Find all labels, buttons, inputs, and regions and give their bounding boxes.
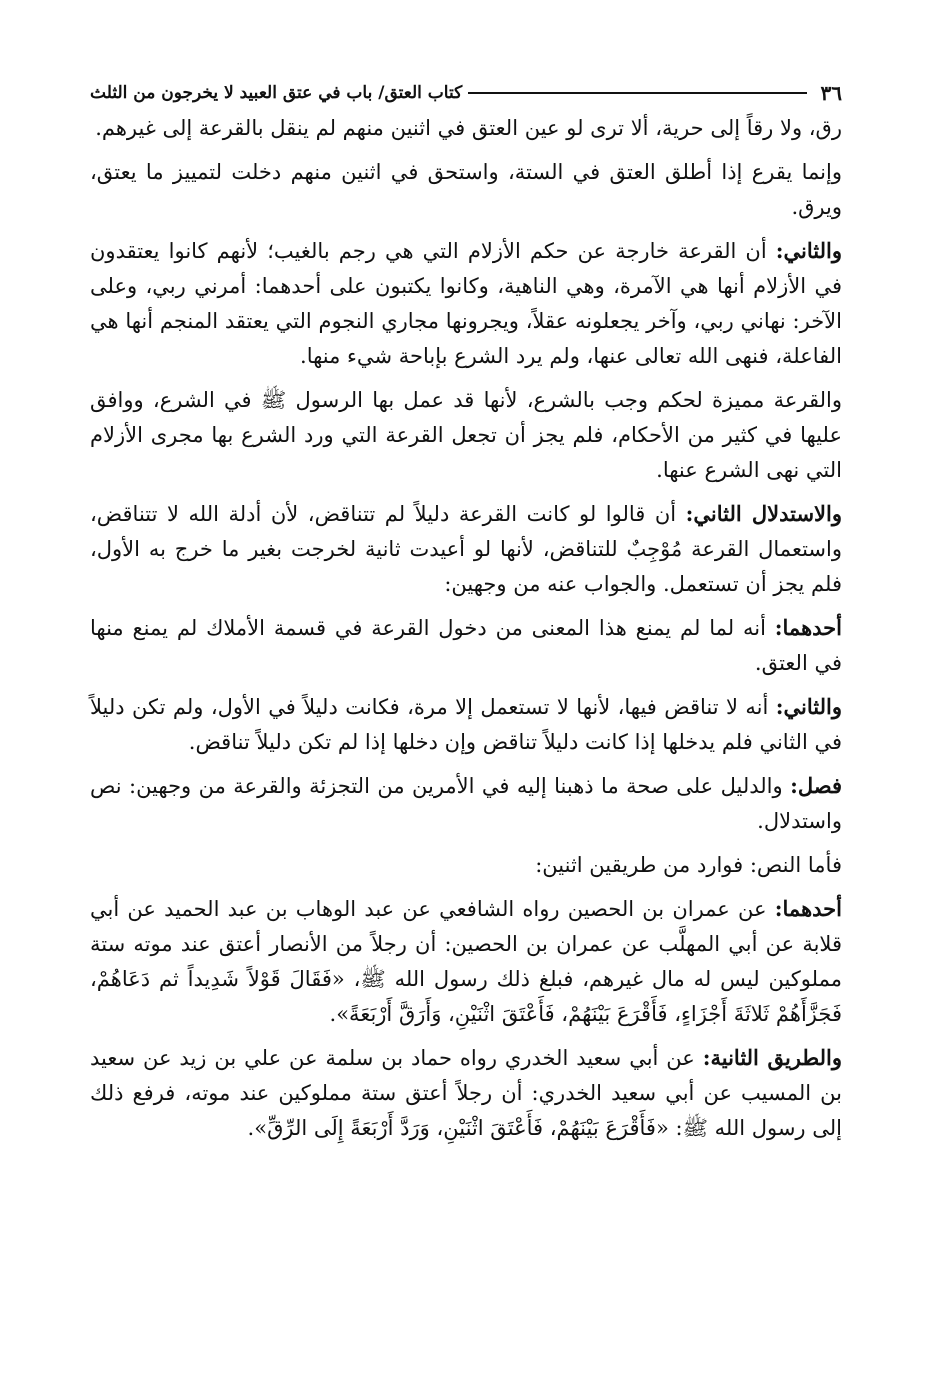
page-body	[90, 110, 842, 1146]
paragraph-text: أن القرعة خارجة عن حكم الأزلام التي هي رجم بالغيب؛ لأنهم كانوا يعتقدون في الأزلام أنها هي الآمرة، وهي الناهية، وكانوا يكتبون على أحدهما: أمرني ربي، وعلى الآخر: نهاني ربي، وآخر يجعلونه عقلاً، ويجرونها مجاري النجوم التي يعتقد المنجم أنها هي الفاعلة، فنهى الله تعالى عنها، ولم يرد الشرع بإباحة شيء منها.	[90, 239, 842, 368]
paragraph-text: عن عمران بن الحصين رواه الشافعي عن عبد الوهاب بن عبد الحميد عن أبي قلابة عن أبي المهلَّب عن عمران بن الحصين: أن رجلاً من الأنصار أعتق عند موته ستة مملوكين ليس له مال غيرهم، فبلغ ذلك رسول الله ﷺ، «فَقَالَ قَوْلاً شَدِيداً ثم دَعَاهُمْ، فَجَزَّأَهُمْ ثَلاثَةَ أَجْزَاءٍ، فَأَقْرَعَ بَيْنَهُمْ، فَأَعْتَقَ اثْنَيْنِ، وَأَرَقَّ أَرْبَعَةً».	[90, 897, 842, 1026]
paragraph-text: عن أبي سعيد الخدري رواه حماد بن سلمة عن علي بن زيد عن سعيد بن المسيب عن أبي سعيد الخدري: أن رجلاً أعتق ستة مملوكين عند موته، فرفع ذلك إلى رسول الله ﷺ: «فَأَقْرَعَ بَيْنَهُمْ، فَأَعْتَقَ اثْنَيْنِ، وَرَدَّ أَرْبَعَةً إِلَى الرِّقِّ».	[90, 1046, 842, 1140]
header-title: كتاب العتق/ باب في عتق العبيد لا يخرجون من الثلث	[90, 83, 463, 103]
paragraph	[90, 610, 842, 681]
paragraph	[90, 154, 842, 225]
paragraph-lead: والاستدلال الثاني:	[685, 501, 843, 526]
paragraph-text: رق، ولا رقاً إلى حرية، ألا ترى لو عين العتق في اثنين منهم لم ينقل بالقرعة إلى غيرهم.	[95, 116, 842, 140]
paragraph-lead: أحدهما:	[774, 896, 842, 921]
paragraph-text: والقرعة مميزة لحكم وجب بالشرع، لأنها قد عمل بها الرسول ﷺ في الشرع، ووافق عليها في كثير من الأحكام، فلم يجز أن تجعل القرعة التي ورد الشرع بها مجرى الأزلام التي نهى الشرع عنها.	[90, 388, 842, 482]
page-number: ٣٦	[820, 81, 842, 105]
paragraph	[90, 847, 842, 883]
paragraph-lead: فصل:	[790, 773, 842, 798]
paragraph	[90, 891, 842, 1032]
header-rule	[468, 92, 806, 94]
paragraph	[90, 382, 842, 488]
paragraph-text: وإنما يقرع إذا أطلق العتق في الستة، واستحق في اثنين منهم دخلت لتمييز ما يعتق، ويرق.	[90, 160, 842, 219]
paragraph-text: أنه لا تناقض فيها، لأنها لا تستعمل إلا مرة، فكانت دليلاً في الأول، ولم تكن دليلاً في الثاني فلم يدخلها إذا كانت دليلاً تناقض وإن دخلها إذا لم تكن دليلاً تناقض.	[90, 695, 842, 754]
paragraph-lead: والثاني:	[775, 694, 842, 719]
paragraph-text: فأما النص: فوارد من طريقين اثنين:	[535, 853, 842, 877]
paragraph	[90, 1040, 842, 1146]
paragraph	[90, 768, 842, 839]
paragraph	[90, 496, 842, 602]
running-header	[90, 78, 842, 108]
paragraph	[90, 689, 842, 760]
paragraph-lead: والثاني:	[775, 238, 842, 263]
paragraph-text: أن قالوا لو كانت القرعة دليلاً لم تتناقض، لأن أدلة الله لا تتناقض، واستعمال القرعة مُوْجِبٌ للتناقض، لأنها لو أعيدت ثانية لخرجت بغير ما خرج به الأول، فلم يجز أن تستعمل. والجواب عنه من وجهين:	[90, 502, 842, 596]
paragraph-lead: والطريق الثانية:	[702, 1045, 842, 1070]
paragraph	[90, 233, 842, 374]
paragraph-text: أنه لما لم يمنع هذا المعنى من دخول القرعة في قسمة الأملاك لم يمنع منها في العتق.	[90, 616, 842, 675]
book-page	[90, 78, 842, 1358]
paragraph-lead: أحدهما:	[774, 615, 842, 640]
paragraph	[90, 110, 842, 146]
paragraph-text: والدليل على صحة ما ذهبنا إليه في الأمرين من التجزئة والقرعة من وجهين: نص واستدلال.	[90, 774, 842, 833]
